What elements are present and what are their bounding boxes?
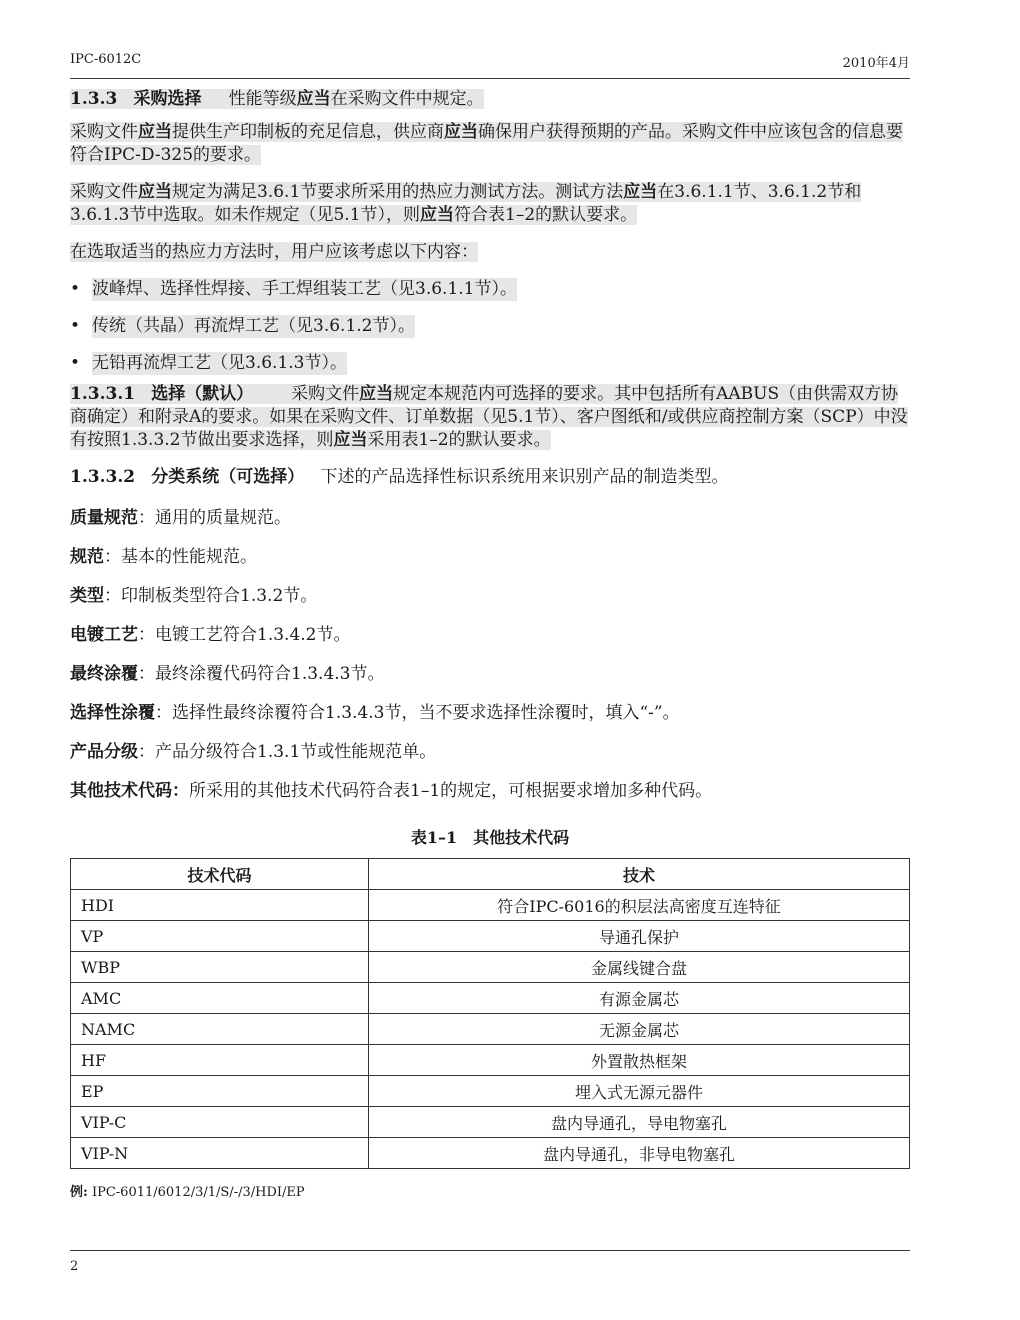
emphasis: 应当 xyxy=(359,384,394,404)
emphasis: 应当 xyxy=(296,89,331,109)
table-row xyxy=(71,1045,910,1076)
definition-text: 通用的质量规范。 xyxy=(155,508,291,528)
emphasis: 应当 xyxy=(623,182,658,202)
table-title: 表1–1 其他技术代码 xyxy=(410,828,570,847)
definition-term: 类型 xyxy=(70,586,104,606)
table-row xyxy=(71,1107,910,1138)
example-line xyxy=(70,1181,910,1204)
definition-term: 产品分级 xyxy=(70,742,138,762)
example-text: IPC-6011/6012/3/1/S/-/3/HDI/EP xyxy=(91,1185,305,1200)
doc-date: 2010年4月 xyxy=(842,56,910,71)
definition-item xyxy=(70,585,910,608)
section-title: 分类系统（可选择） xyxy=(151,467,305,487)
section-title: 选择（默认） xyxy=(151,384,254,404)
definition-item xyxy=(70,702,910,725)
emphasis: 应当 xyxy=(333,430,368,450)
text: 采用表1–2的默认要求。 xyxy=(367,430,551,450)
definition-list xyxy=(70,507,910,803)
text: 在3.6.1.1节、3.6.1.2节和3.6.1.3节中选取。如未作规定（见5.1节），则 xyxy=(70,182,862,225)
definition-term: 电镀工艺 xyxy=(70,625,138,645)
tech-cell: 符合IPC-6016的积层法高密度互连特征 xyxy=(369,890,910,921)
definition-item xyxy=(70,780,910,803)
table-row xyxy=(71,952,910,983)
definition-text: 印制板类型符合1.3.2节。 xyxy=(121,586,318,606)
definition-text: 最终涂覆代码符合1.3.4.3节。 xyxy=(155,664,385,684)
definition-text: 电镀工艺符合1.3.4.2节。 xyxy=(155,625,351,645)
separator: ： xyxy=(155,703,172,723)
bullet-item xyxy=(70,352,910,375)
separator: ： xyxy=(172,781,189,801)
page-footer xyxy=(70,1250,910,1274)
bullet-icon: • xyxy=(70,279,81,299)
bullet-icon: • xyxy=(70,316,81,336)
bullet-item xyxy=(70,315,910,338)
section-text: 性能等级 xyxy=(228,89,297,109)
definition-term: 规范 xyxy=(70,547,104,567)
tech-cell: 盘内导通孔，导电物塞孔 xyxy=(369,1107,910,1138)
example-label: 例: xyxy=(70,1185,88,1200)
code-cell: HDI xyxy=(71,890,369,921)
definition-term: 最终涂覆 xyxy=(70,664,138,684)
text: 提供生产印制板的充足信息，供应商 xyxy=(172,122,444,142)
section-text: 在采购文件中规定。 xyxy=(330,89,484,109)
tech-cell: 金属线键合盘 xyxy=(369,952,910,983)
tech-cell: 有源金属芯 xyxy=(369,983,910,1014)
definition-text: 所采用的其他技术代码符合表1–1的规定，可根据要求增加多种代码。 xyxy=(189,781,713,801)
definition-item xyxy=(70,507,910,530)
separator: ： xyxy=(104,547,121,567)
tech-cell: 外置散热框架 xyxy=(369,1045,910,1076)
section-number: 1.3.3 xyxy=(70,89,118,109)
separator: ： xyxy=(138,625,155,645)
text: 采购文件 xyxy=(291,384,360,404)
paragraph-3 xyxy=(70,241,910,264)
tech-cell: 导通孔保护 xyxy=(369,921,910,952)
bullet-item xyxy=(70,278,910,301)
definition-text: 选择性最终涂覆符合1.3.4.3节，当不要求选择性涂覆时，填入“-”。 xyxy=(172,703,680,723)
section-number: 1.3.3.1 xyxy=(70,384,136,404)
tech-code-table xyxy=(70,858,910,1169)
page-content xyxy=(70,88,910,1204)
definition-term: 质量规范 xyxy=(70,508,138,528)
table-row xyxy=(71,1076,910,1107)
text: 符合表1–2的默认要求。 xyxy=(454,205,638,225)
column-header: 技术代码 xyxy=(71,859,369,890)
text: 采购文件 xyxy=(70,122,138,142)
code-cell: AMC xyxy=(71,983,369,1014)
tech-cell: 埋入式无源元器件 xyxy=(369,1076,910,1107)
page-number: 2 xyxy=(70,1259,79,1274)
separator: ： xyxy=(138,742,155,762)
code-cell: VP xyxy=(71,921,369,952)
separator: ： xyxy=(104,586,121,606)
separator: ： xyxy=(138,664,155,684)
bullet-text: 无铅再流焊工艺（见3.6.1.3节）。 xyxy=(92,353,347,373)
text: 下述的产品选择性标识系统用来识别产品的制造类型。 xyxy=(320,467,729,487)
page-header xyxy=(70,50,910,79)
definition-term: 其他技术代码 xyxy=(70,781,172,801)
emphasis: 应当 xyxy=(444,122,478,142)
definition-item xyxy=(70,741,910,764)
separator: ： xyxy=(138,508,155,528)
emphasis: 应当 xyxy=(138,182,172,202)
emphasis: 应当 xyxy=(138,122,172,142)
code-cell: NAMC xyxy=(71,1014,369,1045)
bullet-text: 传统（共晶）再流焊工艺（见3.6.1.2节）。 xyxy=(92,316,415,336)
text: 采购文件 xyxy=(70,182,138,202)
table-row xyxy=(71,921,910,952)
bullet-text: 波峰焊、选择性焊接、手工焊组装工艺（见3.6.1.1节）。 xyxy=(92,279,517,299)
column-header: 技术 xyxy=(369,859,910,890)
definition-item xyxy=(70,546,910,569)
definition-item xyxy=(70,663,910,686)
code-cell: EP xyxy=(71,1076,369,1107)
table-row xyxy=(71,983,910,1014)
section-1-3-3 xyxy=(70,88,910,111)
paragraph-1 xyxy=(70,121,910,167)
code-cell: WBP xyxy=(71,952,369,983)
code-cell: HF xyxy=(71,1045,369,1076)
doc-id: IPC-6012C xyxy=(70,52,142,67)
tech-cell: 无源金属芯 xyxy=(369,1014,910,1045)
definition-text: 基本的性能规范。 xyxy=(121,547,257,567)
section-number: 1.3.3.2 xyxy=(70,467,136,487)
section-1-3-3-2 xyxy=(70,466,910,489)
table-row xyxy=(71,890,910,921)
definition-term: 选择性涂覆 xyxy=(70,703,155,723)
code-cell: VIP-N xyxy=(71,1138,369,1169)
section-1-3-3-1 xyxy=(70,383,910,452)
text: 规定为满足3.6.1节要求所采用的热应力测试方法。测试方法 xyxy=(172,182,624,202)
table-section xyxy=(70,825,910,1204)
definition-text: 产品分级符合1.3.1节或性能规范单。 xyxy=(155,742,437,762)
definition-item xyxy=(70,624,910,647)
emphasis: 应当 xyxy=(420,205,455,225)
section-title: 采购选择 xyxy=(133,89,202,109)
code-cell: VIP-C xyxy=(71,1107,369,1138)
text: 在选取适当的热应力方法时，用户应该考虑以下内容： xyxy=(70,242,478,262)
table-header-row xyxy=(71,859,910,890)
table-row xyxy=(71,1138,910,1169)
text: 规定本规范内可选择的要求。其中包括所有AABUS（由供需双方协商确定）和附录A的要求。如果在采购文件、订单数据（见5.1节）、客户图纸和/或供应商控制方案（SCP）中没有按照1.3.3.2节做出要求选择，则 xyxy=(70,384,908,450)
tech-cell: 盘内导通孔，非导电物塞孔 xyxy=(369,1138,910,1169)
bullet-icon: • xyxy=(70,353,81,373)
paragraph-2 xyxy=(70,181,910,227)
table-row xyxy=(71,1014,910,1045)
text: 确保用户获得预期的产品。采购文件中应该包含的信息要符合IPC-D-325的要求。 xyxy=(70,122,903,165)
